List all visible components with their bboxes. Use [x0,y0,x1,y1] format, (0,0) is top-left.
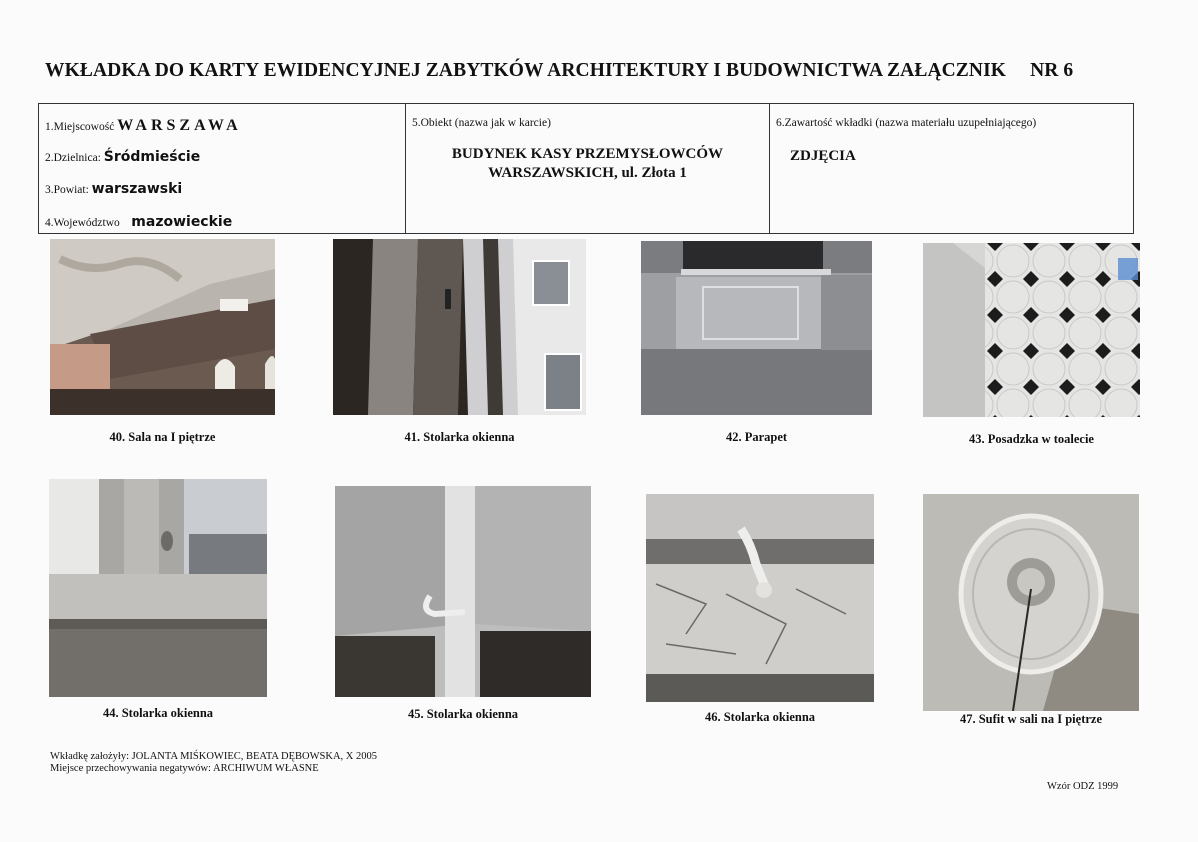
caption-42: 42. Parapet [725,430,788,444]
photo-46-sill [646,494,874,702]
powiat-label: 3.Powiat: [45,184,89,196]
document-title [45,60,1073,82]
photo-47-ceiling [923,494,1139,711]
photo-45-window [335,486,591,697]
dzielnica-label: 2.Dzielnica: [45,152,101,164]
photo-40-hall [50,239,275,415]
caption-43: 43. Posadzka w toalecie [969,432,1094,446]
wojewodztwo-field [45,214,232,230]
photo-42-parapet [641,241,872,415]
zawartosc-value: ZDJĘCIA [790,148,856,164]
obiekt-name [406,145,769,183]
object-cell [406,104,770,233]
caption-44: 44. Stolarka okienna [102,706,214,720]
content-cell [770,104,1133,233]
wojewodztwo-label: 4.Województwo [45,217,120,229]
caption-41: 41. Stolarka okienna [404,430,515,444]
title-text: WKŁADKA DO KARTY EWIDENCYJNEJ ZABYTKÓW ARCHITEKTURY I BUDOWNICTWA ZAŁĄCZNIK [45,60,1007,81]
miejscowosc-label: 1.Miejscowość [45,121,115,133]
obiekt-label: 5.Obiekt (nazwa jak w karcie) [412,117,551,129]
miejscowosc-value: WARSZAWA [117,117,242,134]
authors-line: Wkładkę założyły: JOLANTA MIŚKOWIEC, BEATA DĘBOWSKA, X 2005 [50,751,377,762]
footer-notes [50,751,377,775]
caption-40: 40. Sala na I piętrze [109,430,216,444]
dzielnica-value: Śródmieście [103,149,201,165]
photo-43-floor [923,243,1140,417]
attachment-number: NR 6 [1030,60,1074,81]
powiat-value: warszawski [91,181,183,197]
info-table [38,103,1134,234]
obiekt-line2: WARSZAWSKICH, ul. Złota 1 [488,165,687,181]
powiat-field [45,181,182,197]
caption-45: 45. Stolarka okienna [407,707,519,721]
obiekt-line1: BUDYNEK KASY PRZEMYSŁOWCÓW [451,146,724,162]
miejscowosc-field [45,117,242,135]
caption-47: 47. Sufit w sali na I piętrze [959,712,1102,726]
dzielnica-field [45,149,200,165]
zawartosc-label: 6.Zawartość wkładki (nazwa materiału uzupełniającego) [776,117,1037,129]
caption-46: 46. Stolarka okienna [704,710,816,724]
form-version: Wzór ODZ 1999 [1047,781,1119,792]
photo-41-window [333,239,586,415]
location-cell [39,104,406,233]
wojewodztwo-value: mazowieckie [131,214,233,230]
negatives-line: Miejsce przechowywania negatywów: ARCHIWUM WŁASNE [50,763,319,774]
photo-44-window [49,479,267,697]
